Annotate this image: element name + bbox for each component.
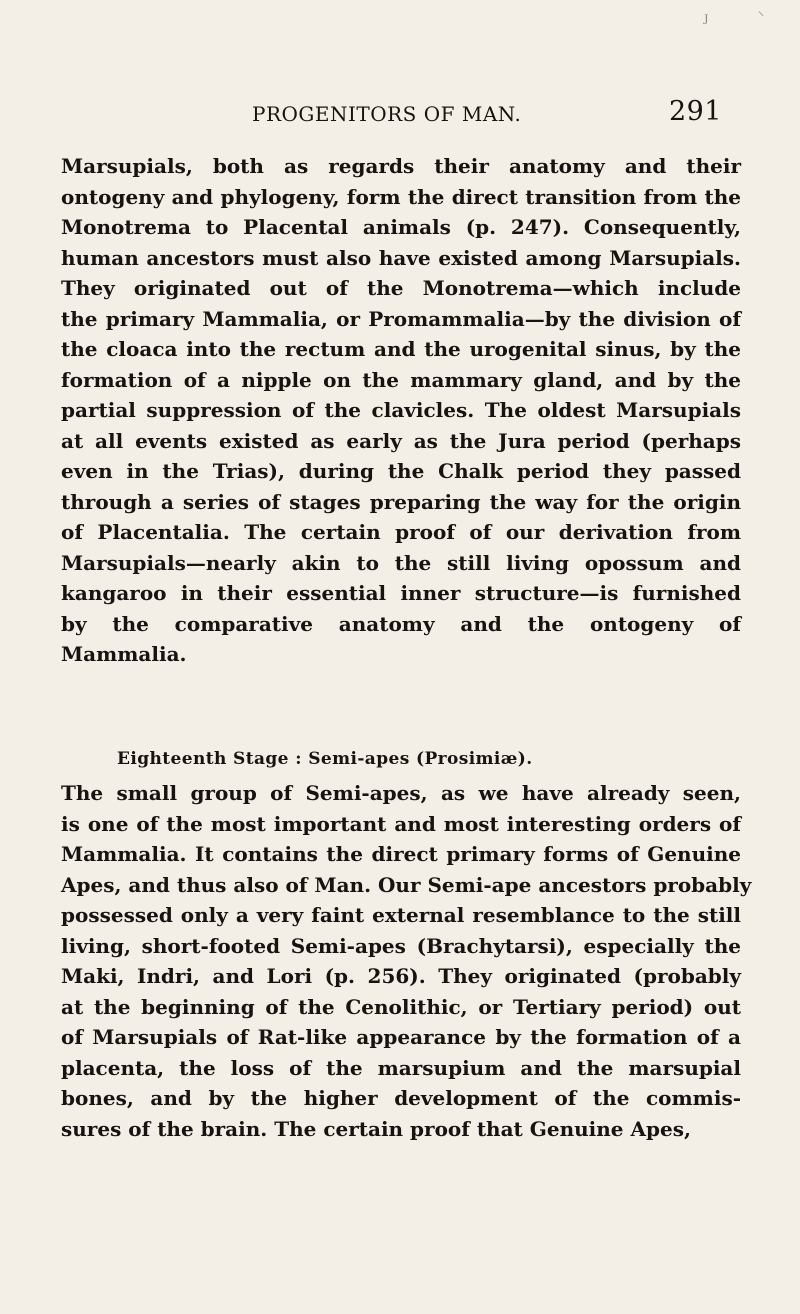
text-line: at all events existed as early as the Jura period (perhaps [61,428,741,453]
text-line: bones, and by the higher development of the commis- [61,1086,741,1110]
margin-mark: ⸌ [758,9,765,23]
running-head [252,96,722,128]
paragraph-marsupials [61,151,741,670]
text-line: the primary Mammalia, or Promammalia—by the division of [61,306,741,331]
text-line: of Placentalia. The certain proof of our derivation from [61,520,741,544]
text-line: The small group of Semi-apes, as we have already seen, [61,781,741,805]
text-line: placenta, the loss of the marsupium and the marsupial [61,1055,741,1080]
text-line-with-italic: Maki, Indri, and Lori (p. 256). They originated (probably [61,964,741,988]
text-line-with-italic: sures of the brain. The certain proof that Genuine Apes, [61,1116,691,1141]
text-line: human ancestors must also have existed among Marsupials. [61,245,741,270]
text-line: at the beginning of the Cenolithic, or Tertiary period) out [61,994,741,1019]
margin-mark: ᴶ [704,12,709,33]
text-line: through a series of stages preparing the way for the origin [61,489,741,514]
text-line: ontogeny and phylogeny, form the direct transition from the [61,184,741,209]
text-line: partial suppression of the clavicles. The oldest Marsupials [61,398,741,422]
text-line: Mammalia. [61,642,187,666]
text-line-with-italic: They originated out of the Monotrema—which include [61,276,741,300]
text-line: the cloaca into the rectum and the urogenital sinus, by the [61,337,741,361]
text-line: possessed only a very faint external resemblance to the still [61,903,741,927]
text-line: Mammalia. It contains the direct primary forms of Genuine [61,842,741,866]
text-line: is one of the most important and most interesting orders of [61,811,741,836]
text-line: kangaroo in their essential inner structure—is furnished [61,581,741,605]
page-number: 291 [668,96,722,127]
running-title: PROGENITORS OF MAN. [252,102,522,126]
text-line: of Marsupials of Rat-like appearance by the formation of a [61,1025,741,1049]
text-line: Marsupials—nearly akin to the still living opossum and [61,550,741,575]
text-line: living, short-footed Semi-apes (Brachytarsi), especially the [61,933,741,958]
text-line: Monotrema to Placental animals (p. 247). Consequently, [61,215,741,239]
text-line: Apes, and thus also of Man. Our Semi-ape ancestors probably [61,872,752,897]
text-line: Marsupials, both as regards their anatomy and their [61,154,741,178]
text-line: even in the Trias), during the Chalk period they passed [61,459,741,483]
text-line: formation of a nipple on the mammary gland, and by the [61,367,741,392]
paragraph-semi-apes [61,778,752,1144]
text-line: by the comparative anatomy and the ontogeny of [61,611,741,636]
section-heading: Eighteenth Stage : Semi-apes (Prosimiæ). [117,749,533,770]
